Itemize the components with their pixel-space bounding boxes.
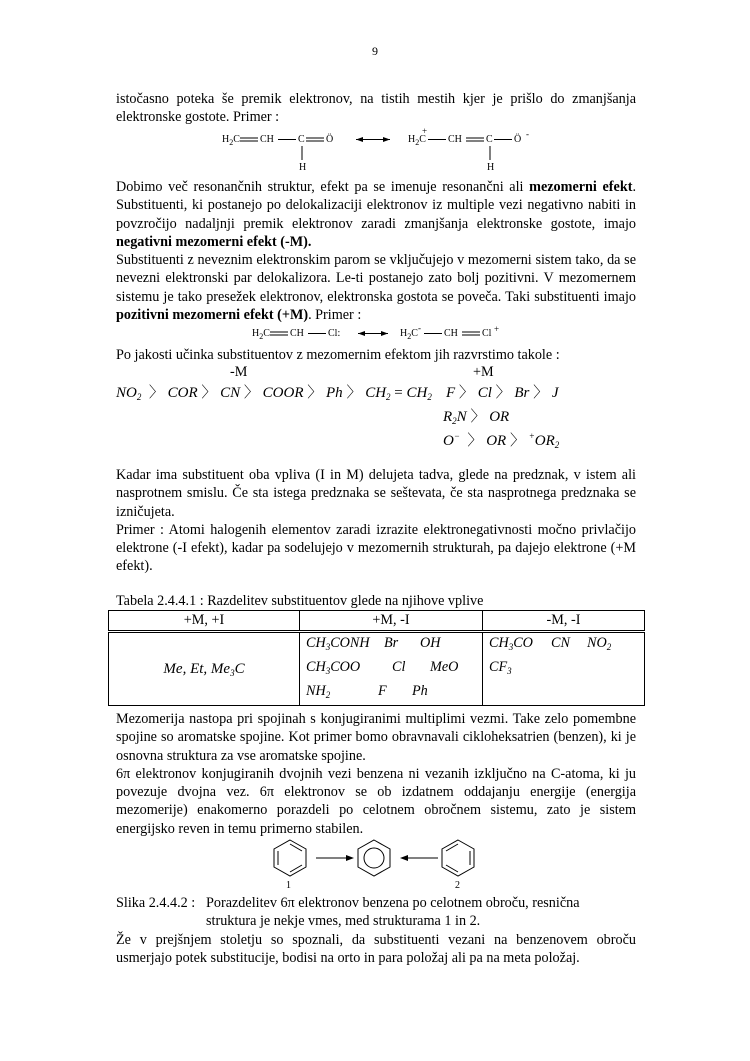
resonance-scheme-acrolein bbox=[222, 126, 562, 174]
minus-charge: - bbox=[526, 129, 529, 139]
plus-m-label: +M bbox=[473, 364, 494, 380]
table-row bbox=[109, 632, 645, 706]
table-header: +M, +I bbox=[109, 611, 300, 632]
atom-h2c: $H_2C$ bbox=[222, 134, 240, 147]
paragraph-9: Že v prejšnjem stoletju so spoznali, da substituenti vezani na benzenovem obroču usmerjajo potek substitucije, bodisi na orto in para položaj ali pa na meta položaj. bbox=[116, 932, 636, 967]
table-cell-plus-m-plus-i: Me, Et, $Me_3C$ bbox=[109, 632, 300, 706]
atom-cl: Cl bbox=[482, 328, 492, 339]
minus-m-label: -M bbox=[230, 364, 248, 380]
figure-caption: Slika 2.4.4.2 : Porazdelitev 6π elektronov benzena po celotnem obroču, resnična struktura je nekje vmes, med strukturama 1 in 2. bbox=[116, 895, 580, 930]
table-header: -M, -I bbox=[483, 611, 645, 632]
paragraph-2: Dobimo več resonančnih struktur, efekt pa se imenuje resonančni ali mezomerni efekt. Substituenti, ki postanejo po delokalizaciji elektronov iz multiple vezi negativno nabiti in povzročijo nadaljnji premik elektronov zaradi zmanjšanja elektronske gostote, imajo negativni mezomerni efekt (-M). Substituenti z neveznim elektronskim parom se vključujejo v mezomerni sistem tako, da se nevezni elektronski par delokalizora. Le-ti postanejo zato bolj pozitivni. V mezomernem sistemu je tako presežek elektronov, elektronska gostota se poveča. Taki substituenti imajo pozitivni mezomerni efekt (+M). Primer : bbox=[116, 179, 636, 324]
paragraph-4: Po jakosti učinka substituentov z mezomernim efektom jih razvrstimo takole : bbox=[116, 347, 560, 363]
paragraph-5: Kadar ima substituent oba vpliva (I in M) delujeta tadva, glede na predznak, v istem ali nasprotnem smislu. Če sta istega predznaka se seštevata, če sta nasprotnega predznaka se izničujeta. Primer : Atomi halogenih elementov zaradi izrazite elektronegativnosti močno privlačijo elektrone (-I efekt), kadar pa sodelujejo v mezomernih strukturah, pa dajejo elektrone (+M efekt). bbox=[116, 467, 636, 575]
atom-h2c: $H_2C$ bbox=[408, 134, 426, 147]
benzene-structures bbox=[270, 838, 480, 894]
table-cell-minus-m-minus-i: $CH_3CO$ CN $NO_2$ $CF_3$ bbox=[483, 632, 645, 706]
minus-charge: - bbox=[418, 323, 421, 333]
atom-c: C bbox=[298, 134, 305, 145]
atom-h2c: $H_2C$ bbox=[400, 328, 418, 341]
atom-o: Ö bbox=[514, 134, 522, 145]
resonance-scheme-vinyl-chloride bbox=[252, 323, 512, 344]
minus-m-series: $NO_2$ 〉 COR 〉 CN 〉 COOR 〉 Ph 〉 $CH_2 = CH_2$ bbox=[116, 385, 432, 402]
atom-h: H bbox=[487, 162, 495, 173]
atom-h: H bbox=[299, 162, 307, 173]
atom-ch: CH bbox=[448, 134, 462, 145]
atom-ch: CH bbox=[260, 134, 274, 145]
atom-c: C bbox=[486, 134, 493, 145]
plus-charge: + bbox=[422, 126, 428, 136]
plus-charge: + bbox=[494, 324, 500, 334]
benzene-resonance-figure bbox=[270, 838, 480, 894]
substituent-table bbox=[108, 610, 645, 706]
table-header-row bbox=[109, 611, 645, 632]
plus-m-series-row-1: F 〉 Cl 〉 Br 〉 J bbox=[446, 385, 559, 401]
paragraph-7: Mezomerija nastopa pri spojinah s konjugiranimi multiplimi vezmi. Take zelo pomembne spojine so aromatske spojine. Kot primer bomo obravnavali cikloheksatrien (benzen), ki je osnovna struktura za vse aromatske spojine. 6π elektronov konjugiranih dvojnih vezi benzena ni vezanih izključno na C-atoma, ki ju povezuje dvojna vez. 6π elektronov se ob izdatnem oddajanju energije (energija mezomerije) enakomerno porazdeli po celotnem obročnem sistemu, zato je sistem energijsko reven in temu primerno stabilen. bbox=[116, 711, 636, 837]
atom-ch: CH bbox=[290, 328, 304, 339]
atom-o: Ö bbox=[326, 134, 334, 145]
plus-m-series-row-2: $R_2N$ 〉 OR bbox=[443, 409, 510, 426]
plus-m-series-row-3: O− 〉 OR 〉 $^+OR_2$ bbox=[443, 431, 560, 450]
atom-cl: Cl: bbox=[328, 328, 341, 339]
table-caption: Tabela 2.4.4.1 : Razdelitev substituentov glede na njihove vplive bbox=[116, 593, 484, 609]
structure-label-1: 1 bbox=[286, 880, 291, 891]
table-cell-plus-m-minus-i: $CH_3CONH$ Br OH $CH_3COO$ Cl MeO $NH_2$ F Ph bbox=[300, 632, 483, 706]
atom-h2c: $H_2C$ bbox=[252, 328, 270, 341]
table-header: +M, -I bbox=[300, 611, 483, 632]
structure-label-2: 2 bbox=[455, 880, 460, 891]
atom-ch: CH bbox=[444, 328, 458, 339]
paragraph-1: istočasno poteka še premik elektronov, na tistih mestih kjer je prišlo do zmanjšanja elektronske gostote. Primer : bbox=[116, 91, 636, 126]
page-number: 9 bbox=[372, 44, 378, 58]
